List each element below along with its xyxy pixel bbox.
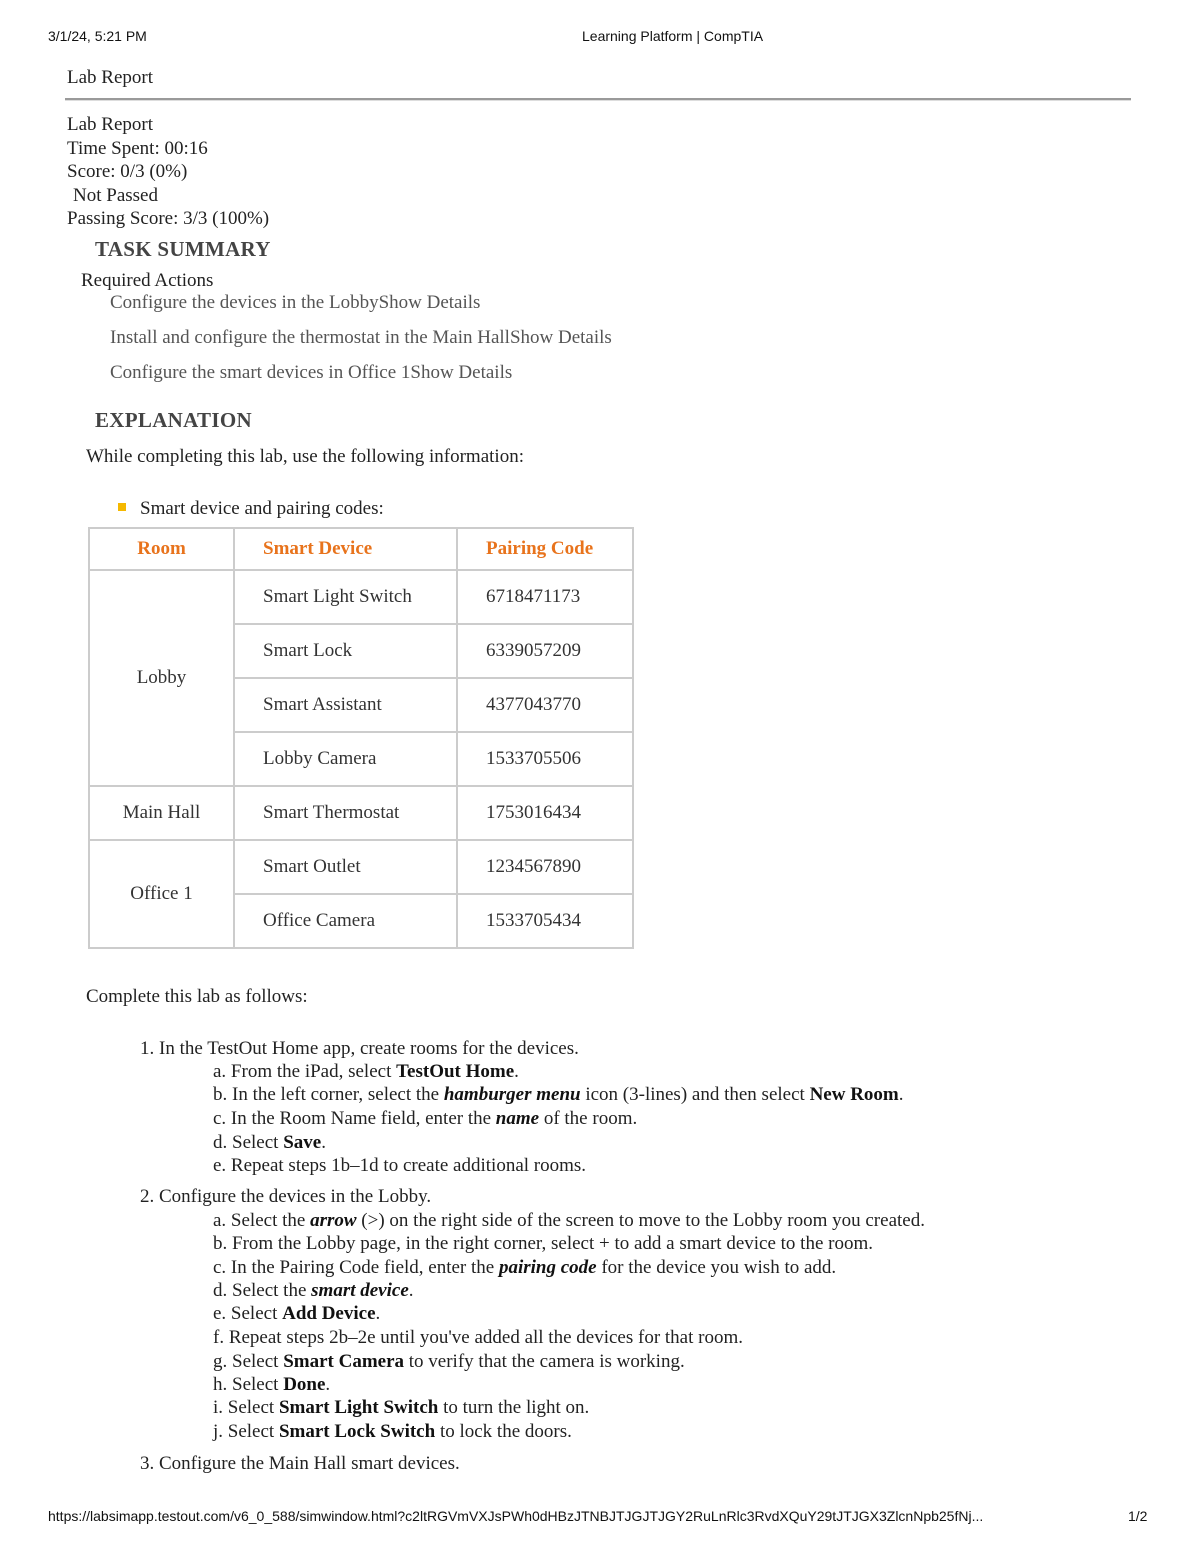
explanation-intro: While completing this lab, use the following information: — [86, 446, 524, 467]
step-1c: c. In the Room Name field, enter the name of the room. — [213, 1108, 638, 1129]
room-cell: Office 1 — [89, 840, 234, 948]
time-spent: Time Spent: 00:16 — [67, 137, 208, 159]
room-cell: Main Hall — [89, 786, 234, 840]
device-cell: Lobby Camera — [234, 732, 457, 786]
pairing-codes-table — [88, 527, 634, 949]
page-heading: Lab Report — [67, 67, 154, 88]
step-2h: h. Select Done. — [213, 1374, 331, 1395]
code-cell: 1234567890 — [457, 840, 633, 894]
room-cell: Lobby — [89, 570, 234, 786]
step-2d: d. Select the smart device. — [213, 1280, 414, 1301]
column-header-room: Room — [89, 528, 234, 570]
device-cell: Smart Outlet — [234, 840, 457, 894]
required-action-item[interactable]: Configure the devices in the LobbyShow Details — [110, 292, 481, 313]
required-action-item[interactable]: Install and configure the thermostat in the Main HallShow Details — [110, 327, 612, 348]
step-3: 3. Configure the Main Hall smart devices. — [140, 1453, 460, 1474]
report-title: Lab Report — [67, 114, 154, 135]
step-2i: i. Select Smart Light Switch to turn the light on. — [213, 1397, 590, 1418]
step-2g: g. Select Smart Camera to verify that the camera is working. — [213, 1351, 685, 1372]
print-page-title: Learning Platform | CompTIA — [582, 28, 764, 44]
step-2e: e. Select Add Device. — [213, 1303, 381, 1324]
step-2j: j. Select Smart Lock Switch to lock the doors. — [213, 1421, 572, 1442]
table-row — [89, 786, 633, 840]
heading-divider — [65, 98, 1131, 101]
device-cell: Smart Light Switch — [234, 570, 457, 624]
device-cell: Smart Thermostat — [234, 786, 457, 840]
step-1d: d. Select Save. — [213, 1132, 326, 1153]
status-badge: Not Passed — [73, 184, 158, 206]
device-cell: Smart Assistant — [234, 678, 457, 732]
bullet-text: Smart device and pairing codes: — [140, 498, 384, 519]
code-cell: 4377043770 — [457, 678, 633, 732]
code-cell: 1753016434 — [457, 786, 633, 840]
report-summary — [67, 113, 269, 231]
bullet-item — [118, 497, 384, 521]
code-cell: 6718471173 — [457, 570, 633, 624]
step-1e: e. Repeat steps 1b–1d to create additional rooms. — [213, 1155, 587, 1176]
step-2c: c. In the Pairing Code field, enter the pairing code for the device you wish to add. — [213, 1257, 837, 1278]
code-cell: 6339057209 — [457, 624, 633, 678]
code-cell: 1533705506 — [457, 732, 633, 786]
column-header-smart-device: Smart Device — [234, 528, 457, 570]
code-cell: 1533705434 — [457, 894, 633, 948]
required-actions-heading: Required Actions — [81, 270, 214, 291]
score: Score: 0/3 (0%) — [67, 161, 188, 182]
step-2a: a. Select the arrow (>) on the right side of the screen to move to the Lobby room you created. — [213, 1210, 925, 1231]
step-2b: b. From the Lobby page, in the right corner, select + to add a smart device to the room. — [213, 1233, 873, 1254]
print-datetime: 3/1/24, 5:21 PM — [48, 28, 147, 44]
table-row — [89, 840, 633, 894]
column-header-pairing-code: Pairing Code — [457, 528, 633, 570]
bullet-icon — [118, 503, 126, 511]
table-row — [89, 570, 633, 624]
step-1: 1. In the TestOut Home app, create rooms for the devices. — [140, 1038, 579, 1059]
complete-intro: Complete this lab as follows: — [86, 986, 308, 1007]
device-cell: Office Camera — [234, 894, 457, 948]
task-summary-heading: TASK SUMMARY — [95, 237, 271, 261]
required-action-item[interactable]: Configure the smart devices in Office 1Show Details — [110, 362, 513, 383]
device-cell: Smart Lock — [234, 624, 457, 678]
print-page-number: 1/2 — [1128, 1508, 1148, 1524]
step-1b: b. In the left corner, select the hamburger menu icon (3-lines) and then select New Room. — [213, 1084, 904, 1105]
step-2: 2. Configure the devices in the Lobby. — [140, 1186, 432, 1207]
step-1a: a. From the iPad, select TestOut Home. — [213, 1061, 519, 1082]
step-2f: f. Repeat steps 2b–2e until you've added all the devices for that room. — [213, 1327, 743, 1348]
passing-score: Passing Score: 3/3 (100%) — [67, 208, 270, 229]
explanation-heading: EXPLANATION — [95, 408, 252, 432]
print-url: https://labsimapp.testout.com/v6_0_588/simwindow.html?c2ltRGVmVXJsPWh0dHBzJTNBJTJGJTJGY2RuLnRlc3RvdXQuY29tJTJGX3ZlcnNpb25fNj... — [48, 1508, 984, 1524]
table-header-row — [89, 528, 633, 570]
